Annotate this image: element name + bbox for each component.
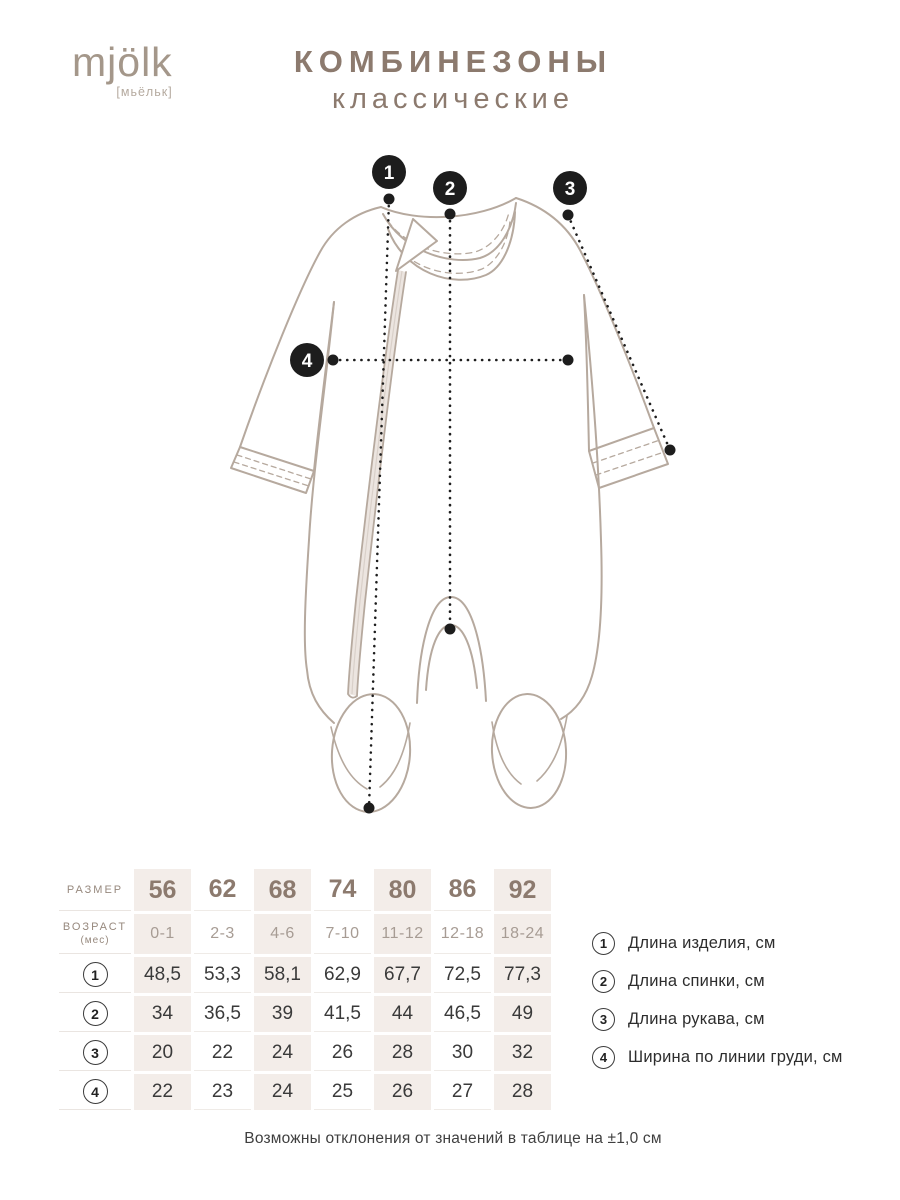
legend-number: 1 xyxy=(592,932,615,955)
value-cell: 25 xyxy=(314,1074,371,1110)
value-cell: 28 xyxy=(494,1074,551,1110)
measurement-legend xyxy=(592,931,843,1069)
legend-label: Длина спинки, см xyxy=(628,971,765,990)
age-cell: 18-24 xyxy=(494,914,551,954)
value-cell: 32 xyxy=(494,1035,551,1071)
crotch-arch-inner xyxy=(426,625,477,690)
value-cell: 67,7 xyxy=(374,957,431,993)
marker-3-label: 3 xyxy=(564,179,576,200)
value-cell: 26 xyxy=(314,1035,371,1071)
right-cuff xyxy=(589,428,668,488)
tolerance-note: Возможны отклонения от значений в таблице на ±1,0 см xyxy=(244,1130,662,1147)
value-cell: 49 xyxy=(494,996,551,1032)
value-cell: 22 xyxy=(134,1074,191,1110)
table-row xyxy=(59,957,551,993)
left-foot-gusset xyxy=(331,723,410,789)
table-row xyxy=(59,1074,551,1110)
row-number: 1 xyxy=(59,957,131,993)
page-title-sub: классические xyxy=(331,83,574,115)
legend-item xyxy=(592,1007,843,1031)
value-cell: 28 xyxy=(374,1035,431,1071)
age-cell: 11-12 xyxy=(374,914,431,954)
value-cell: 72,5 xyxy=(434,957,491,993)
legend-label: Ширина по линии груди, см xyxy=(628,1047,843,1066)
size-cell: 80 xyxy=(374,869,431,911)
value-cell: 34 xyxy=(134,996,191,1032)
marker-4-label: 4 xyxy=(301,351,313,372)
size-row-label: РАЗМЕР xyxy=(59,869,131,911)
size-header-row xyxy=(59,869,551,911)
value-cell: 23 xyxy=(194,1074,251,1110)
row-number: 3 xyxy=(59,1035,131,1071)
left-cuff xyxy=(231,447,314,493)
legend-item xyxy=(592,1045,843,1069)
value-cell: 26 xyxy=(374,1074,431,1110)
age-cell: 0-1 xyxy=(134,914,191,954)
zipper xyxy=(348,219,437,698)
legend-item xyxy=(592,931,843,955)
value-cell: 30 xyxy=(434,1035,491,1071)
legend-number: 3 xyxy=(592,1008,615,1031)
page-title-main: КОМБИНЕЗОНЫ xyxy=(293,44,613,79)
value-cell: 48,5 xyxy=(134,957,191,993)
table-row xyxy=(59,1035,551,1071)
marker-2-label: 2 xyxy=(444,179,456,200)
measurement-markers xyxy=(290,155,587,377)
left-sleeve-outer xyxy=(240,207,381,447)
value-cell: 41,5 xyxy=(314,996,371,1032)
value-cell: 36,5 xyxy=(194,996,251,1032)
marker-1-label: 1 xyxy=(383,163,395,184)
measurement-lines xyxy=(333,199,670,808)
size-cell: 86 xyxy=(434,869,491,911)
size-cell: 62 xyxy=(194,869,251,911)
value-cell: 53,3 xyxy=(194,957,251,993)
value-cell: 58,1 xyxy=(254,957,311,993)
age-cell: 12-18 xyxy=(434,914,491,954)
value-cell: 44 xyxy=(374,996,431,1032)
size-cell: 74 xyxy=(314,869,371,911)
age-cell: 4-6 xyxy=(254,914,311,954)
value-cell: 77,3 xyxy=(494,957,551,993)
legend-number: 4 xyxy=(592,1046,615,1069)
size-cell: 68 xyxy=(254,869,311,911)
row-number: 2 xyxy=(59,996,131,1032)
value-cell: 39 xyxy=(254,996,311,1032)
brand-name: mjölk xyxy=(72,39,173,85)
value-cell: 62,9 xyxy=(314,957,371,993)
page-title xyxy=(0,44,900,116)
legend-number: 2 xyxy=(592,970,615,993)
value-cell: 20 xyxy=(134,1035,191,1071)
legend-label: Длина изделия, см xyxy=(628,933,776,952)
size-table xyxy=(56,866,554,1113)
value-cell: 22 xyxy=(194,1035,251,1071)
age-header-row xyxy=(59,914,551,954)
legend-label: Длина рукава, см xyxy=(628,1009,765,1028)
brand-transcription: [мьёльк] xyxy=(116,85,173,100)
row-number: 4 xyxy=(59,1074,131,1110)
size-cell: 92 xyxy=(494,869,551,911)
age-row-label: ВОЗРАСТ (мес) xyxy=(59,914,131,954)
value-cell: 27 xyxy=(434,1074,491,1110)
value-cell: 24 xyxy=(254,1074,311,1110)
value-cell: 46,5 xyxy=(434,996,491,1032)
romper-diagram xyxy=(0,150,900,830)
measure-line-3 xyxy=(568,215,670,450)
table-row xyxy=(59,996,551,1032)
legend-item xyxy=(592,969,843,993)
age-cell: 7-10 xyxy=(314,914,371,954)
age-cell: 2-3 xyxy=(194,914,251,954)
value-cell: 24 xyxy=(254,1035,311,1071)
crotch-arch-outer xyxy=(417,597,486,703)
size-cell: 56 xyxy=(134,869,191,911)
right-foot-gusset xyxy=(492,716,567,784)
